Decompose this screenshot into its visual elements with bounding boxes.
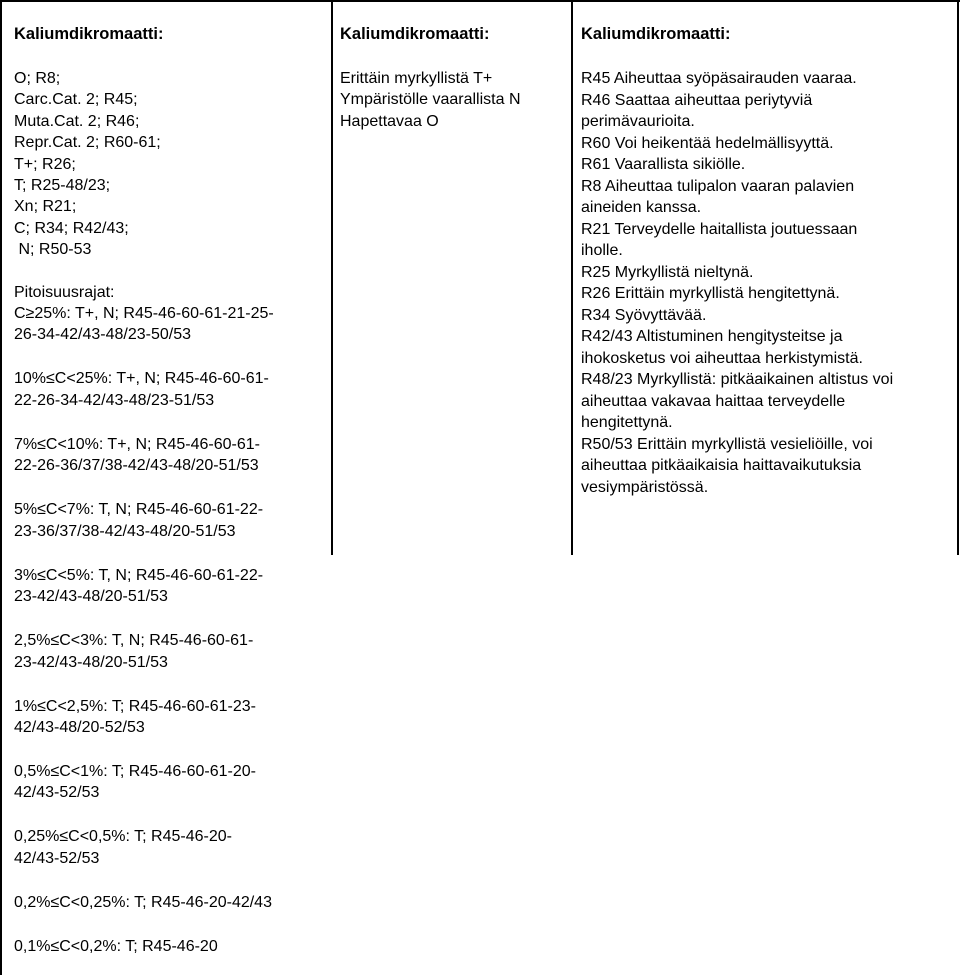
concentration-limit-line: 23-36/37/38-42/43-48/20-51/53 bbox=[14, 522, 236, 540]
risk-phrase-line: hengitettynä. bbox=[581, 414, 673, 431]
concentration-limit-line: 22-26-34-42/43-48/23-51/53 bbox=[14, 391, 215, 409]
concentration-limit-line: C≥25%: T+, N; R45-46-60-61-21-25- bbox=[14, 305, 274, 323]
risk-phrase-line: R61 Vaarallista sikiölle. bbox=[581, 156, 746, 173]
risk-phrase-line: R60 Voi heikentää hedelmällisyyttä. bbox=[581, 134, 834, 152]
risk-phrase-line: aiheuttaa pitkäaikaisia haittavaikutuksia bbox=[581, 457, 862, 474]
risk-phrase-line: R45 Aiheuttaa syöpäsairauden vaaraa. bbox=[581, 70, 857, 87]
column-divider-2 bbox=[571, 0, 573, 555]
concentration-limit-item bbox=[14, 630, 274, 673]
hazard-symbol-line: Erittäin myrkyllistä T+ bbox=[340, 70, 493, 87]
concentration-limit-line: 2,5%≤C<3%: T, N; R45-46-60-61- bbox=[14, 632, 254, 650]
concentration-limit-line: 42/43-48/20-52/53 bbox=[14, 718, 145, 736]
left-column-content bbox=[14, 68, 274, 957]
limits-title: Pitoisuusrajat: bbox=[14, 283, 115, 301]
table-right-border bbox=[957, 0, 959, 555]
risk-phrase-line: R48/23 Myrkyllistä: pitkäaikainen altistus voi bbox=[581, 371, 894, 388]
concentration-limit-item bbox=[14, 434, 274, 477]
risk-phrase-line: R42/43 Altistuminen hengitysteitse ja bbox=[581, 328, 843, 345]
hazard-symbol-line: Ympäristölle vaarallista N bbox=[340, 91, 521, 109]
concentration-limit-line: 0,1%≤C<0,2%: T; R45-46-20 bbox=[14, 937, 218, 955]
concentration-limits-list bbox=[14, 303, 274, 957]
risk-phrase-line: iholle. bbox=[581, 242, 623, 259]
right-column-content bbox=[581, 68, 893, 498]
risk-phrase-line: R26 Erittäin myrkyllistä hengitettynä. bbox=[581, 285, 840, 302]
classification-line: Carc.Cat. 2; R45; bbox=[14, 91, 138, 109]
risk-phrase-line: R25 Myrkyllistä nieltynä. bbox=[581, 263, 754, 281]
concentration-limit-item bbox=[14, 499, 274, 542]
risk-phrase-line: R8 Aiheuttaa tulipalon vaaran palavien bbox=[581, 177, 855, 195]
concentration-limit-line: 5%≤C<7%: T, N; R45-46-60-61-22- bbox=[14, 501, 264, 519]
table-left-border bbox=[0, 0, 2, 975]
classification-line: T+; R26; bbox=[14, 155, 76, 173]
concentration-limit-line: 7%≤C<10%: T+, N; R45-46-60-61- bbox=[14, 435, 260, 453]
concentration-limit-item bbox=[14, 761, 274, 804]
concentration-limit-line: 42/43-52/53 bbox=[14, 784, 100, 802]
concentration-limit-line: 23-42/43-48/20-51/53 bbox=[14, 653, 168, 671]
hazard-symbol-line: Hapettavaa O bbox=[340, 112, 439, 130]
concentration-limit-item bbox=[14, 303, 274, 346]
concentration-limit-line: 0,2%≤C<0,25%: T; R45-46-20-42/43 bbox=[14, 893, 272, 911]
risk-phrase-line: R46 Saattaa aiheuttaa periytyviä bbox=[581, 91, 813, 109]
left-column-header: Kaliumdikromaatti: bbox=[14, 25, 164, 43]
concentration-limit-line: 3%≤C<5%: T, N; R45-46-60-61-22- bbox=[14, 566, 264, 584]
risk-phrase-line: R21 Terveydelle haitallista joutuessaan bbox=[581, 220, 858, 238]
concentration-limit-item bbox=[14, 368, 274, 411]
classification-line: C; R34; R42/43; bbox=[14, 219, 129, 237]
risk-phrase-line: ihokosketus voi aiheuttaa herkistymistä. bbox=[581, 349, 863, 367]
column-divider-1 bbox=[331, 0, 333, 555]
risk-phrase-line: R50/53 Erittäin myrkyllistä vesieliöille, voi bbox=[581, 435, 873, 453]
middle-column-content bbox=[340, 68, 521, 132]
table-top-border bbox=[0, 0, 960, 2]
classification-line: Repr.Cat. 2; R60-61; bbox=[14, 134, 161, 152]
risk-phrase-line: R34 Syövyttävää. bbox=[581, 306, 707, 324]
concentration-limit-item bbox=[14, 892, 274, 913]
concentration-limit-item bbox=[14, 565, 274, 608]
classification-line: Muta.Cat. 2; R46; bbox=[14, 112, 140, 130]
concentration-limit-item bbox=[14, 826, 274, 869]
right-column-header: Kaliumdikromaatti: bbox=[581, 25, 731, 43]
concentration-limit-line: 10%≤C<25%: T+, N; R45-46-60-61- bbox=[14, 370, 269, 388]
classification-line: Xn; R21; bbox=[14, 198, 77, 216]
classification-line: T; R25-48/23; bbox=[14, 177, 111, 195]
classification-line: O; R8; bbox=[14, 70, 61, 87]
concentration-limit-line: 26-34-42/43-48/23-50/53 bbox=[14, 326, 192, 344]
concentration-limit-line: 42/43-52/53 bbox=[14, 849, 100, 867]
concentration-limit-line: 0,5%≤C<1%: T; R45-46-60-61-20- bbox=[14, 762, 256, 780]
concentration-limit-line: 1%≤C<2,5%: T; R45-46-60-61-23- bbox=[14, 697, 256, 715]
concentration-limit-item bbox=[14, 696, 274, 739]
classification-line: N; R50-53 bbox=[14, 241, 92, 259]
concentration-limit-line: 23-42/43-48/20-51/53 bbox=[14, 588, 168, 606]
concentration-limit-line: 0,25%≤C<0,5%: T; R45-46-20- bbox=[14, 828, 232, 846]
concentration-limit-line: 22-26-36/37/38-42/43-48/20-51/53 bbox=[14, 457, 259, 475]
risk-phrase-line: vesiympäristössä. bbox=[581, 478, 709, 496]
concentration-limit-item bbox=[14, 936, 274, 957]
middle-column-header: Kaliumdikromaatti: bbox=[340, 25, 490, 43]
classification-list bbox=[14, 68, 274, 261]
risk-phrase-line: aiheuttaa vakavaa haittaa terveydelle bbox=[581, 392, 846, 410]
risk-phrase-line: perimävaurioita. bbox=[581, 113, 695, 130]
risk-phrase-line: aineiden kanssa. bbox=[581, 199, 702, 216]
